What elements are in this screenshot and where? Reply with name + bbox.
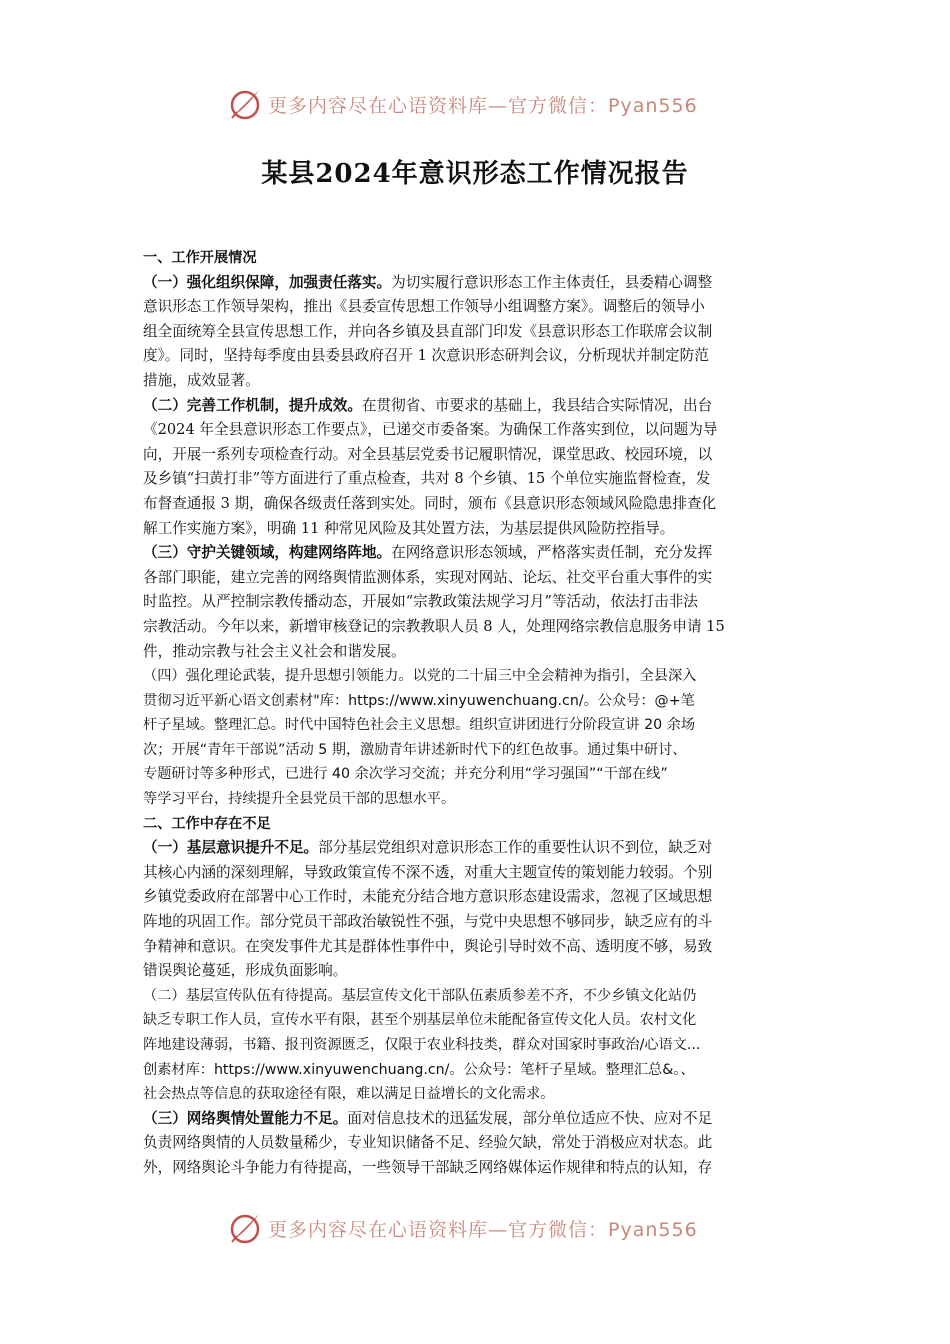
body-text: 《2024 年全县意识形态工作要点》，已递交市委备案。为确保工作落实到位，以问题为导	[143, 421, 718, 439]
paragraph-line	[143, 787, 809, 812]
body-text: （四）强化理论武装，提升思想引领能力。以党的二十届三中全会精神为指引，全县深入	[143, 668, 697, 685]
paragraph-line	[143, 394, 809, 419]
body-text: 各部门职能，建立完善的网络舆情监测体系，实现对网站、论坛、社交平台重大事件的实	[143, 568, 713, 586]
paragraph-line	[143, 836, 809, 861]
paragraph-line	[143, 664, 809, 689]
body-text: 等学习平台，持续提升全县党员干部的思想水平。	[143, 791, 456, 808]
paragraph-line	[143, 369, 809, 394]
paragraph-line	[143, 861, 809, 886]
paragraph-line	[143, 910, 809, 935]
body-text: 杆子星域。整理汇总。时代中国特色社会主义思想。组织宣讲团进行分阶段宣讲 20 余场	[143, 717, 696, 734]
paragraph-line	[143, 689, 809, 714]
body-text: 负责网络舆情的人员数量稀少，专业知识储备不足、经验欠缺，常处于消极应对状态。此	[143, 1134, 713, 1152]
subheading-text: （二）完善工作机制，提升成效。	[143, 396, 362, 414]
body-text: 其核心内涵的深刻理解，导致政策宣传不深不透，对重大主题宣传的策划能力较弱。个别	[143, 863, 713, 881]
paragraph-line	[143, 615, 809, 640]
body-text: 为切实履行意识形态工作主体责任，县委精心调整	[391, 273, 713, 291]
paragraph-line	[143, 1156, 809, 1181]
paragraph-line	[143, 418, 809, 443]
body-text: 争精神和意识。在突发事件尤其是群体性事件中，舆论引导时效不高、透明度不够，易致	[143, 937, 713, 955]
body-text: 社会热点等信息的获取途径有限，难以满足日益增长的文化需求。	[143, 1086, 555, 1103]
paragraph-line	[143, 1082, 809, 1107]
body-text: 创素材库：https://www.xinyuwenchuang.cn/。公众号：笔杆子星域。整理汇总&。、	[143, 1061, 695, 1078]
paragraph-line	[143, 443, 809, 468]
body-text: 错误舆论蔓延，形成负面影响。	[143, 962, 348, 980]
section-heading	[143, 246, 809, 271]
body-text: 及乡镇“扫黄打非”等方面进行了重点检查，共对 8 个乡镇、15 个单位实施监督检查，发	[143, 470, 711, 488]
body-text: 一、工作开展情况	[143, 250, 257, 266]
paragraph-line	[143, 590, 809, 615]
body-text: 意识形态工作领导架构，推出《县委宣传思想工作领导小组调整方案》。调整后的领导小	[143, 298, 705, 316]
body-text: 措施，成效显著。	[143, 371, 260, 389]
body-text: 布督查通报 3 期，确保各级责任落到实处。同时，颁布《县意识形态领域风险隐患排查化	[143, 494, 717, 512]
body-text: 解工作实施方案》，明确 11 种常见风险及其处置方法，为基层提供风险防控指导。	[143, 519, 675, 537]
paragraph-line	[143, 959, 809, 984]
body-text: 贯彻习近平新心语文创素材"库：https://www.xinyuwenchuang.cn/。公众号：@+笔	[143, 692, 695, 709]
paragraph-line	[143, 541, 809, 566]
subheading-text: （一）强化组织保障，加强责任落实。	[143, 273, 392, 291]
subheading-text: （三）网络舆情处置能力不足。	[143, 1109, 348, 1127]
footer-banner	[0, 1208, 950, 1248]
subheading-text: （三）守护关键领域，构建网络阵地。	[143, 544, 392, 562]
body-text: 时监控。从严控制宗教传播动态，开展如“宗教政策法规学习月”等活动，依法打击非法	[143, 593, 698, 611]
paragraph-line	[143, 738, 809, 763]
body-text: 阵地建设薄弱，书籍、报刊资源匮乏，仅限于农业科技类，群众对国家时事政治/心语文...	[143, 1037, 701, 1053]
paragraph-line	[143, 1058, 809, 1083]
body-text: 组全面统筹全县宣传思想工作，并向各乡镇及县直部门印发《县意识形态工作联席会议制	[143, 322, 713, 340]
paragraph-line	[143, 1033, 809, 1058]
paragraph-line	[143, 1107, 809, 1132]
body-text: 二、工作中存在不足	[143, 815, 271, 832]
paragraph-line	[143, 1131, 809, 1156]
body-text: 阵地的巩固工作。部分党员干部政治敏锐性不强，与党中央思想不够同步，缺乏应有的斗	[143, 913, 713, 931]
paragraph-line	[143, 295, 809, 320]
body-text: 件，推动宗教与社会主义社会和谐发展。	[143, 642, 406, 660]
body-text: （二）基层宣传队伍有待提高。基层宣传文化干部队伍素质参差不齐，不少乡镇文化站仍	[143, 987, 697, 1004]
paragraph-line	[143, 320, 809, 345]
document-body	[143, 246, 809, 1181]
body-text: 在网络意识形态领域，严格落实责任制，充分发挥	[391, 544, 713, 562]
body-text: 部分基层党组织对意识形态工作的重要性认识不到位，缺乏对	[318, 839, 713, 857]
subheading-text: （一）基层意识提升不足。	[143, 839, 319, 857]
section-heading	[143, 812, 809, 837]
paragraph-line	[143, 885, 809, 910]
paragraph-line	[143, 517, 809, 542]
body-text: 向，开展一系列专项检查行动。对全县基层党委书记履职情况，课堂思政、校园环境，以	[143, 445, 713, 463]
body-text: 专题研讨等多种形式，已进行 40 余次学习交流；并充分利用“学习强国”“干部在线”	[143, 766, 668, 783]
paragraph-line	[143, 1008, 809, 1033]
banner-wechat-id: Pyan556	[608, 94, 698, 117]
paragraph-line	[143, 566, 809, 591]
body-text: 次；开展“青年干部说”活动 5 期，激励青年讲述新时代下的红色故事。通过集中研讨、	[143, 741, 687, 758]
body-text: 在贯彻省、市要求的基础上，我县结合实际情况，出台	[361, 396, 713, 414]
paragraph-line	[143, 344, 809, 369]
paragraph-line	[143, 492, 809, 517]
body-text: 宗教活动。今年以来，新增审核登记的宗教教职人员 8 人，处理网络宗教信息服务申请 15	[143, 617, 725, 635]
quill-pen-logo-icon	[228, 1211, 262, 1245]
body-text: 乡镇党委政府在部署中心工作时，未能充分结合地方意识形态建设需求，忽视了区域思想	[143, 888, 713, 906]
paragraph-line	[143, 984, 809, 1009]
body-text: 度》。同时，坚持每季度由县委县政府召开 1 次意识形态研判会议，分析现状并制定防范	[143, 347, 709, 365]
banner-text	[268, 1215, 698, 1242]
banner-main-text: 更多内容尽在心语资料库—官方微信：	[268, 1218, 609, 1241]
banner-main-text: 更多内容尽在心语资料库—官方微信：	[268, 94, 609, 117]
body-text: 缺乏专职工作人员，宣传水平有限，甚至个别基层单位未能配备宣传文化人员。农村文化	[143, 1012, 697, 1029]
paragraph-line	[143, 935, 809, 960]
banner-text	[268, 91, 698, 118]
paragraph-line	[143, 762, 809, 787]
paragraph-line	[143, 640, 809, 665]
header-banner	[0, 84, 950, 124]
paragraph-line	[143, 713, 809, 738]
body-text: 外，网络舆论斗争能力有待提高，一些领导干部缺乏网络媒体运作规律和特点的认知，存	[143, 1158, 713, 1176]
document-title: 某县2024年意识形态工作情况报告	[261, 159, 689, 189]
body-text: 面对信息技术的迅猛发展，部分单位适应不快、应对不足	[347, 1109, 713, 1127]
quill-pen-logo-icon	[228, 87, 262, 121]
paragraph-line	[143, 271, 809, 296]
banner-wechat-id: Pyan556	[608, 1218, 698, 1241]
paragraph-line	[143, 467, 809, 492]
